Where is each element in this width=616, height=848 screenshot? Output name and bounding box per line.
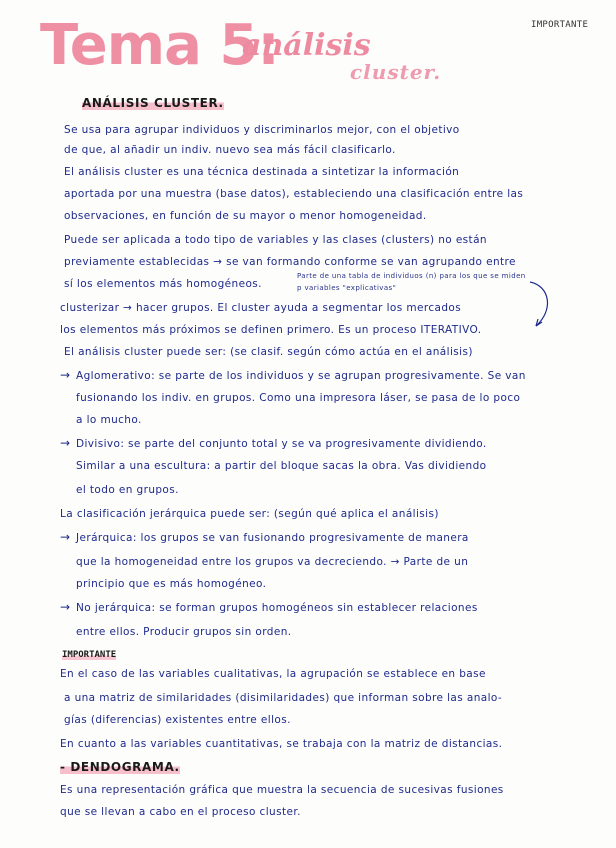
arrow-bullet-icon: → [60, 600, 71, 614]
arrow-bullet-icon: → [60, 436, 71, 450]
text-line: El análisis cluster es una técnica destinada a sintetizar la información [64, 166, 460, 178]
text-line: observaciones, en función de su mayor o menor homogeneidad. [64, 210, 427, 222]
arrow-icon [528, 280, 558, 330]
important-tag: IMPORTANTE [531, 20, 589, 30]
text-line: sí los elementos más homogéneos. [64, 278, 262, 290]
text-line: Se usa para agrupar individuos y discriminarlos mejor, con el objetivo [64, 124, 460, 136]
text-line: Similar a una escultura: a partir del bloque sacas la obra. Vas dividiendo [76, 460, 487, 472]
text-line: Puede ser aplicada a todo tipo de variables y las clases (clusters) no están [64, 234, 487, 246]
text-line: a una matriz de similaridades (disimilaridades) que informan sobre las analo- [64, 692, 503, 704]
text-line: que la homogeneidad entre los grupos va decreciendo. → Parte de un [76, 556, 469, 568]
text-line: que se llevan a cabo en el proceso cluster. [60, 806, 301, 818]
text-line: a lo mucho. [76, 414, 142, 426]
text-line: En el caso de las variables cualitativas, la agrupación se establece en base [60, 668, 486, 680]
text-line: La clasificación jerárquica puede ser: (según qué aplica el análisis) [60, 508, 439, 520]
text-line: el todo en grupos. [76, 484, 179, 496]
title-sub-cluster: cluster. [350, 60, 442, 84]
important-label: IMPORTANTE [62, 650, 117, 660]
text-line: No jerárquica: se forman grupos homogéneos sin establecer relaciones [76, 602, 478, 614]
text-line: los elementos más próximos se definen primero. Es un proceso ITERATIVO. [60, 324, 482, 336]
section-heading-dendogram: - DENDOGRAMA. [60, 760, 180, 774]
text-line: El análisis cluster puede ser: (se clasif. según cómo actúa en el análisis) [64, 346, 473, 358]
text-line: Jerárquica: los grupos se van fusionando progresivamente de manera [76, 532, 469, 544]
side-note: p variables "explicativas" [297, 284, 397, 292]
text-line: aportada por una muestra (base datos), estableciendo una clasificación entre las [64, 188, 524, 200]
text-line: gías (diferencias) existentes entre ellos. [64, 714, 291, 726]
arrow-bullet-icon: → [60, 530, 71, 544]
text-line: previamente establecidas → se van formando conforme se van agrupando entre [64, 256, 516, 268]
text-line: de que, al añadir un indiv. nuevo sea más fácil clasificarlo. [64, 144, 396, 156]
text-line: clusterizar → hacer grupos. El cluster ayuda a segmentar los mercados [60, 302, 462, 314]
title-main: Tema 5: [40, 13, 279, 78]
text-line: entre ellos. Producir grupos sin orden. [76, 626, 292, 638]
text-line: Es una representación gráfica que muestra la secuencia de sucesivas fusiones [60, 784, 504, 796]
arrow-bullet-icon: → [60, 368, 71, 382]
section-heading-cluster: ANÁLISIS CLUSTER. [82, 96, 224, 110]
title-sub-analysis: análisis [242, 28, 371, 63]
text-line: fusionando los indiv. en grupos. Como una impresora láser, se pasa de lo poco [76, 392, 521, 404]
side-note: Parte de una tabla de individuos (n) para los que se miden [297, 272, 526, 280]
text-line: principio que es más homogéneo. [76, 578, 267, 590]
text-line: En cuanto a las variables cuantitativas, se trabaja con la matriz de distancias. [60, 738, 503, 750]
text-line: Divisivo: se parte del conjunto total y se va progresivamente dividiendo. [76, 438, 487, 450]
text-line: Aglomerativo: se parte de los individuos y se agrupan progresivamente. Se van [76, 370, 526, 382]
